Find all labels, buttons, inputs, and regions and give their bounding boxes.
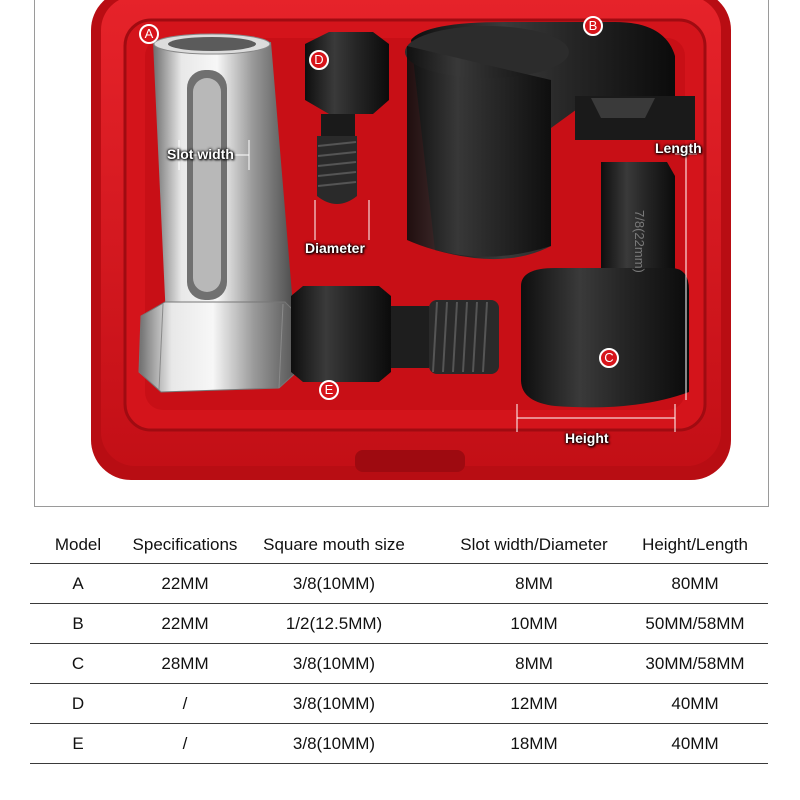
cell-slot-diameter: 8MM [515,653,553,673]
table-row [30,564,768,604]
cell-model: B [72,613,84,633]
badge-d: D [309,50,329,70]
cell-square-mouth: 3/8(10MM) [292,573,376,593]
badge-e: E [319,380,339,400]
header-slot-width-diameter: Slot width/Diameter [460,534,608,554]
height-label: Height [565,430,609,446]
table-header-row [30,526,768,564]
cell-slot-diameter: 12MM [510,693,558,713]
cell-height-length: 50MM/58MM [645,613,745,633]
table-row [30,684,768,724]
cell-slot-diameter: 8MM [515,573,553,593]
cell-spec: 22MM [161,613,209,633]
cell-spec: / [182,733,188,753]
tool-case-illustration [35,0,768,506]
cell-square-mouth: 1/2(12.5MM) [285,613,383,633]
header-specifications: Specifications [132,534,238,554]
cell-model: A [72,573,84,593]
slot-width-label: Slot width [167,146,234,162]
cell-spec: / [182,693,188,713]
table-row [30,724,768,764]
cell-slot-diameter: 18MM [510,733,558,753]
spec-table [30,526,768,764]
badge-a: A [139,24,159,44]
cell-slot-diameter: 10MM [510,613,558,633]
header-height-length: Height/Length [642,534,748,554]
cell-square-mouth: 3/8(10MM) [292,653,376,673]
cell-model: D [71,693,85,713]
header-model: Model [54,534,102,554]
badge-b: B [583,16,603,36]
product-photo [34,0,769,507]
table-row [30,604,768,644]
tool-c-marking: 7/8(22mm) [632,210,647,273]
table-row [30,644,768,684]
cell-height-length: 40MM [671,733,719,753]
cell-model: C [71,653,85,673]
header-square-mouth-size: Square mouth size [263,534,405,554]
cell-square-mouth: 3/8(10MM) [292,693,376,713]
cell-square-mouth: 3/8(10MM) [292,733,376,753]
badge-c: C [599,348,619,368]
cell-spec: 28MM [161,653,209,673]
cell-height-length: 40MM [671,693,719,713]
cell-height-length: 80MM [671,573,719,593]
cell-spec: 22MM [161,573,209,593]
diameter-label: Diameter [305,240,365,256]
cell-model: E [72,733,84,753]
length-label: Length [655,140,702,156]
cell-height-length: 30MM/58MM [645,653,745,673]
